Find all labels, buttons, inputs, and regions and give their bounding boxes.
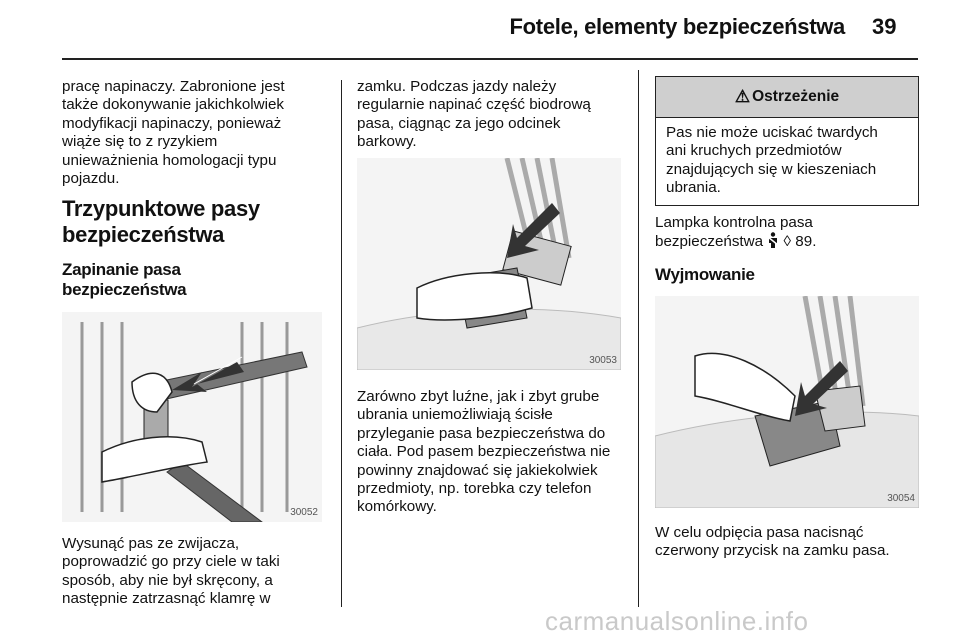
column-divider-2 [638, 70, 639, 607]
column-1 [62, 78, 332, 300]
heading-line: bezpieczeństwa [62, 280, 187, 300]
warning-body [656, 118, 918, 204]
column-2 [357, 78, 632, 152]
tighten-belt-illustration [357, 158, 621, 370]
text-line: Wysunąć pas ze zwijacza, [62, 535, 240, 552]
release-belt-illustration [655, 296, 919, 508]
reference-arrow-icon: ◊ [783, 233, 792, 251]
intro-paragraph [62, 78, 332, 188]
text-line [655, 232, 917, 253]
text-line: modyfikacji napinaczy, ponieważ [62, 114, 282, 132]
page-reference: 89. [795, 233, 817, 251]
figure-tighten-belt [357, 158, 621, 370]
text-line: przyleganie pasa bezpieczeństwa do [357, 424, 606, 442]
text-line: sposób, aby nie był skręcony, a [62, 571, 273, 589]
column-divider-1 [341, 80, 342, 607]
text-line: ubrania uniemożliwiają ścisłe [357, 406, 553, 424]
text-line: regularnie napinać część biodrową [357, 96, 591, 114]
heading-line: Zapinanie pasa [62, 260, 181, 280]
header-rule [62, 58, 918, 60]
text-line: Zarówno zbyt luźne, jak i zbyt grube [357, 388, 600, 405]
text-line: ani kruchych przedmiotów [666, 142, 842, 160]
column-3-bottom [655, 524, 917, 561]
text-line: wiąże się to z ryzykiem [62, 133, 218, 151]
fasten-belt-illustration [62, 312, 322, 522]
text-line: zamku. Podczas jazdy należy [357, 78, 557, 95]
warning-title: Ostrzeżenie [752, 88, 840, 105]
column-2-bottom [357, 388, 632, 517]
text-line: Pas nie może uciskać twardych [666, 124, 878, 141]
text-line: pasa, ciągnąc za jego odcinek [357, 114, 561, 132]
text-line: przedmioty, np. torebka czy telefon [357, 480, 592, 498]
watermark: carmanualsonline.info [545, 606, 809, 636]
heading-line: Trzypunktowe pasy [62, 196, 260, 222]
text-line: ciała. Pod pasem bezpieczeństwa nie [357, 443, 611, 461]
text-line: barkowy. [357, 133, 417, 151]
heading-line: bezpieczeństwa [62, 222, 225, 248]
figure-fasten-belt [62, 312, 322, 522]
text-line: następnie zatrzasnąć klamrę w [62, 590, 271, 608]
section-heading [62, 196, 332, 248]
lampka-text: bezpieczeństwa [655, 233, 764, 251]
figure-number: 30052 [290, 507, 318, 518]
text-line: czerwony przycisk na zamku pasa. [655, 542, 890, 560]
text-line: W celu odpięcia pasa nacisnąć [655, 524, 864, 541]
page-number: 39 [872, 14, 897, 39]
text-line: komórkowy. [357, 498, 437, 516]
running-header-title: Fotele, elementy bezpieczeństwa [509, 14, 845, 39]
text-line: znajdujących się w kieszeniach [666, 160, 877, 178]
text-line: unieważnienia homologacji typu [62, 151, 277, 169]
warning-triangle-icon: ⚠ [734, 87, 751, 106]
text-line: także dokonywanie jakichkolwiek [62, 96, 285, 114]
lampka-paragraph [655, 214, 917, 254]
column-1-bottom [62, 535, 337, 609]
warning-box [655, 76, 919, 206]
subsection-heading [62, 260, 332, 300]
figure-number: 30053 [589, 355, 617, 366]
text-line: Lampka kontrolna pasa [655, 214, 813, 231]
text-line: pojazdu. [62, 170, 120, 188]
text-line: ubrania. [666, 179, 721, 197]
column-3-heading [655, 265, 917, 285]
warning-header [656, 77, 918, 118]
text-line: poprowadzić go przy ciele w taki [62, 553, 280, 571]
text-line: pracę napinaczy. Zabronione jest [62, 78, 285, 95]
heading-removal: Wyjmowanie [655, 265, 755, 284]
figure-number: 30054 [887, 493, 915, 504]
text-line: powinny znajdować się jakiekolwiek [357, 461, 598, 479]
seatbelt-icon [767, 232, 779, 253]
figure-release-belt [655, 296, 919, 508]
